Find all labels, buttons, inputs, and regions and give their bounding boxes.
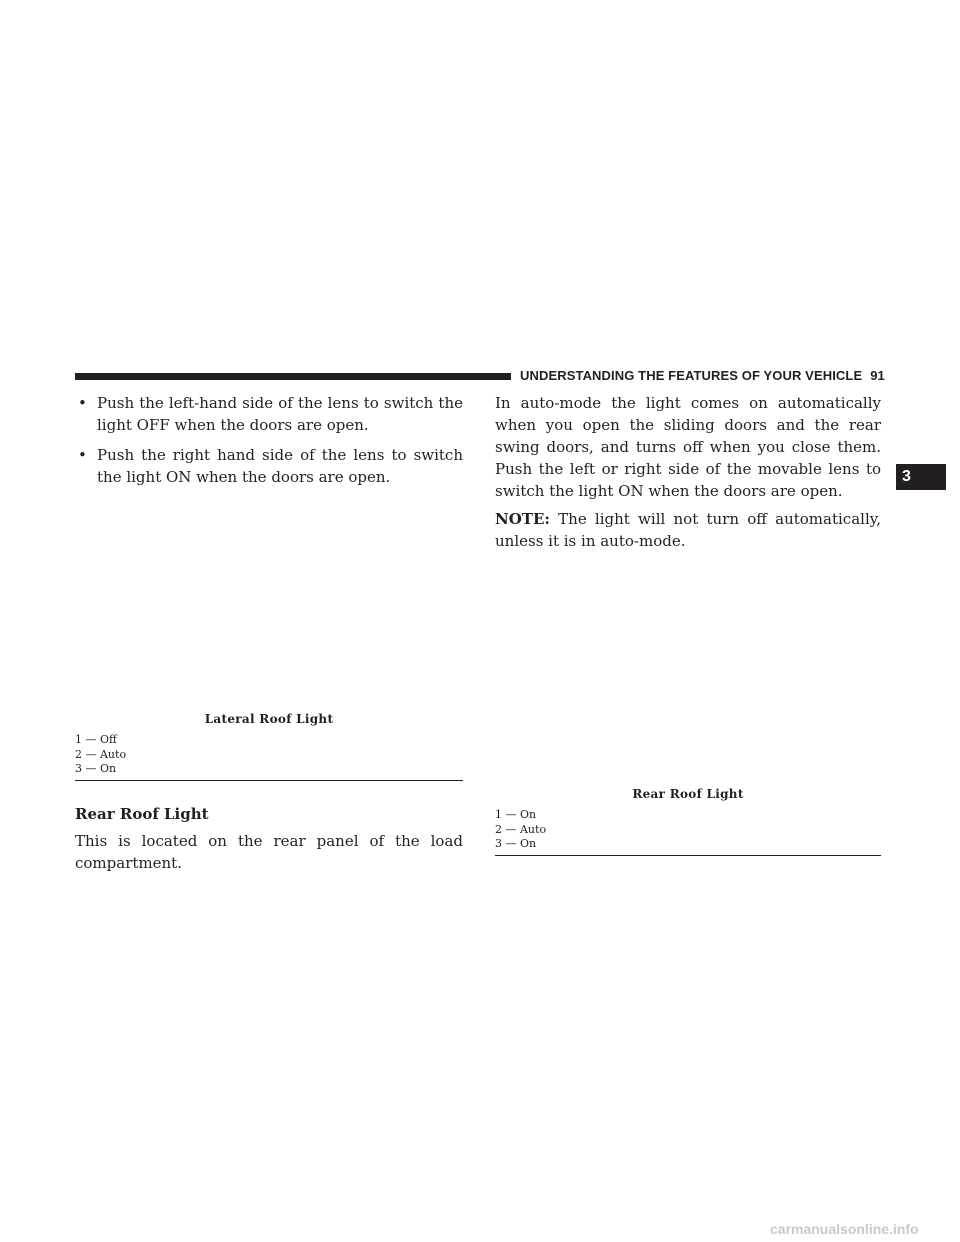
figure-title: Rear Roof Light	[632, 787, 744, 801]
legend-item: 2 — Auto	[495, 822, 547, 836]
caption-divider	[495, 855, 881, 856]
legend-item: 1 — Off	[75, 733, 117, 746]
legend-item: 3 — On	[495, 837, 537, 850]
legend-item: 3 — On	[75, 762, 117, 775]
figure-caption-lateral	[75, 712, 463, 781]
chapter-tab[interactable]: 3	[896, 464, 946, 490]
list-item	[75, 444, 463, 488]
caption-divider	[75, 780, 463, 781]
page-number: 91	[870, 368, 885, 383]
section-title: UNDERSTANDING THE FEATURES OF YOUR VEHICLE	[520, 368, 863, 383]
bullet-list	[75, 392, 463, 488]
list-item	[75, 392, 463, 436]
left-column	[75, 392, 463, 496]
figure-legend	[75, 733, 463, 777]
right-column	[495, 392, 881, 558]
header-rule-bar	[75, 373, 511, 380]
figure-title: Lateral Roof Light	[204, 712, 334, 726]
bullet-icon: •	[78, 446, 87, 464]
note-text: The light will not turn off automatically, unless it is in auto-mode.	[495, 510, 881, 550]
figure-legend	[495, 808, 881, 852]
legend-item: 1 — On	[495, 808, 537, 821]
bullet-text: Push the left-hand side of the lens to switch the light OFF when the doors are open.	[97, 394, 463, 434]
section-heading: Rear Roof Light	[75, 805, 209, 823]
body-paragraph: This is located on the rear panel of the load compartment.	[75, 832, 463, 872]
section-body	[75, 830, 463, 880]
legend-item: 2 — Auto	[75, 747, 127, 761]
running-header	[520, 367, 885, 385]
watermark[interactable]: carmanualsonline.info	[770, 1221, 919, 1237]
figure-caption-rear	[495, 787, 881, 856]
note-paragraph	[495, 508, 881, 552]
bullet-text: Push the right hand side of the lens to switch the light ON when the doors are open.	[97, 446, 463, 486]
bullet-icon: •	[78, 394, 87, 412]
note-label: NOTE:	[495, 510, 550, 528]
body-paragraph: In auto-mode the light comes on automatically when you open the sliding doors and the rear swing doors, and turns off when you close them. Push the left or right side of the movable lens to switch the light ON when the doors are open.	[495, 394, 881, 500]
